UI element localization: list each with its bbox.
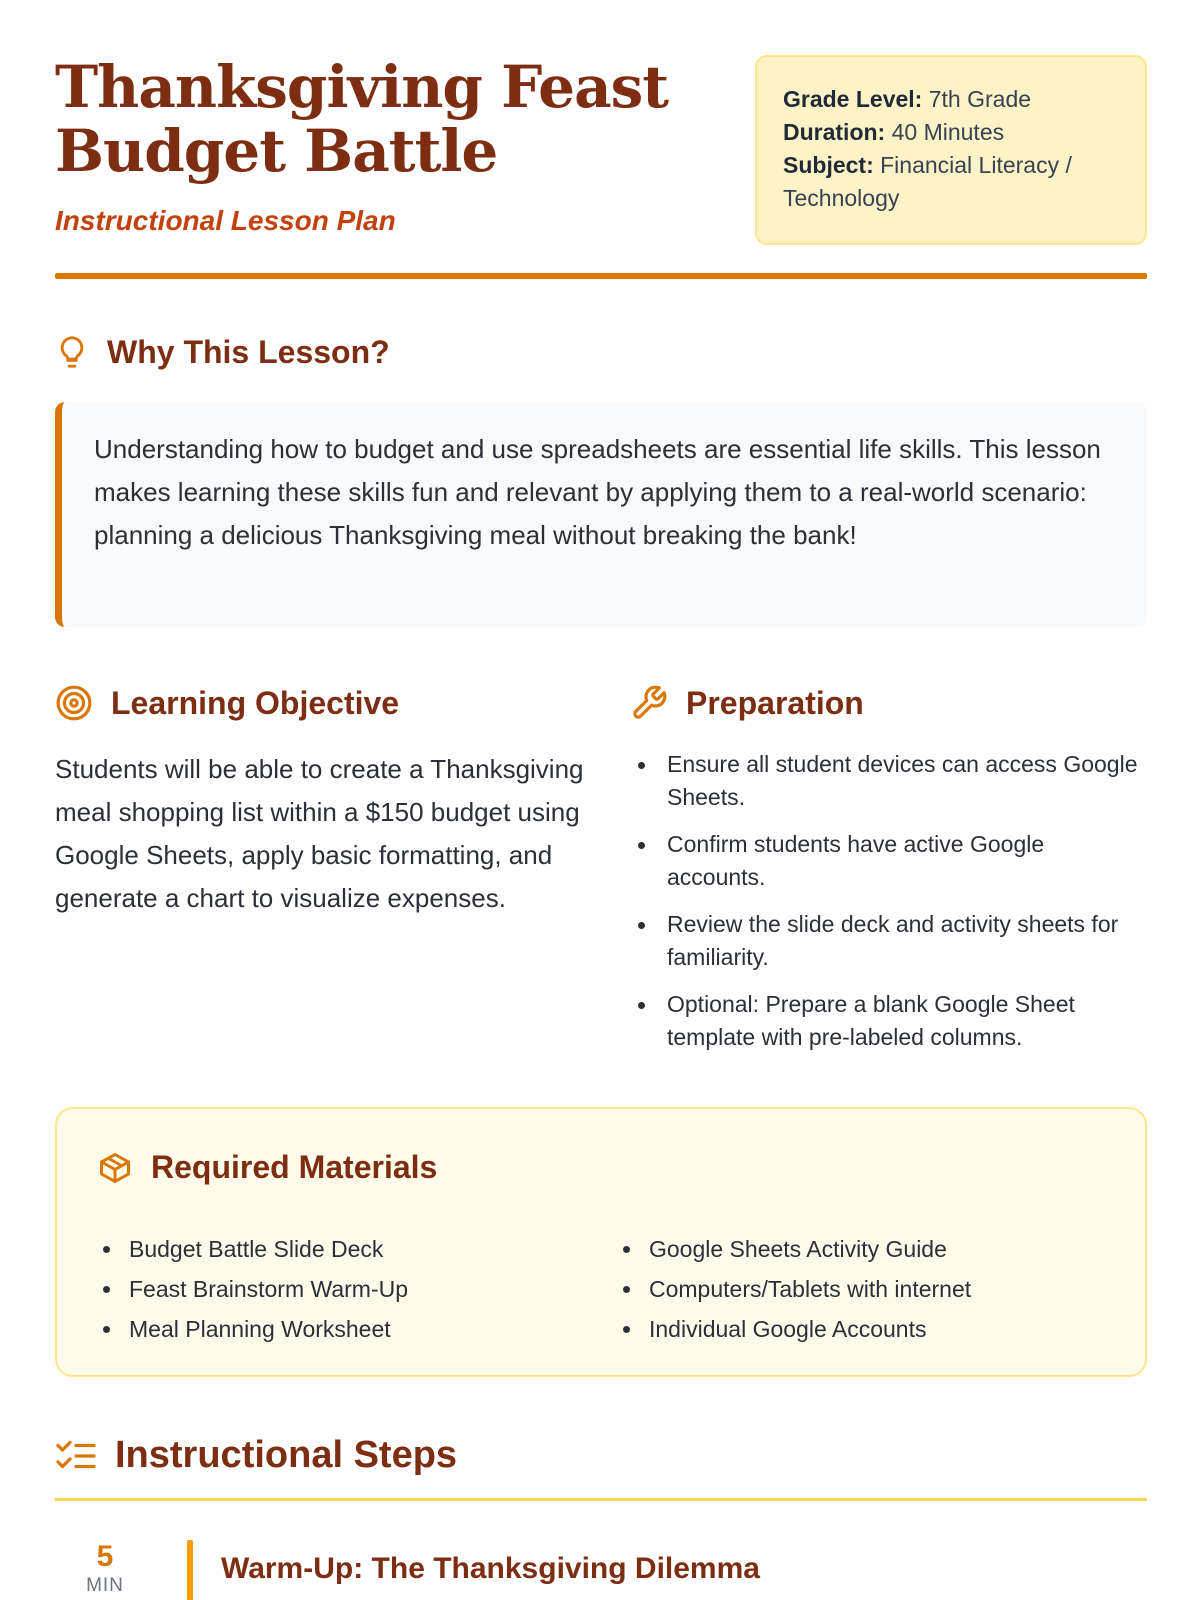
lesson-meta-box bbox=[755, 55, 1147, 245]
subject-value: Financial Literacy / Technology bbox=[783, 152, 1072, 211]
objective-heading bbox=[55, 684, 399, 722]
header bbox=[55, 55, 1147, 280]
list-item: Ensure all student devices can access Google Sheets. bbox=[630, 748, 1147, 814]
list-item: Meal Planning Worksheet bbox=[97, 1309, 408, 1349]
preparation-heading-text: Preparation bbox=[686, 684, 864, 721]
header-divider bbox=[55, 273, 1147, 279]
duration-value: 40 Minutes bbox=[891, 119, 1005, 145]
materials-list-left bbox=[97, 1229, 408, 1349]
step-accent-bar bbox=[187, 1540, 193, 1600]
list-item: Confirm students have active Google accounts. bbox=[630, 828, 1147, 894]
wrench-icon bbox=[630, 684, 668, 722]
list-item: Google Sheets Activity Guide bbox=[617, 1229, 971, 1269]
list-item: Computers/Tablets with internet bbox=[617, 1269, 971, 1309]
list-item: Optional: Prepare a blank Google Sheet template with pre-labeled columns. bbox=[630, 988, 1147, 1054]
steps-heading-text: Instructional Steps bbox=[115, 1434, 458, 1476]
title-line-1: Thanksgiving Feast bbox=[55, 53, 669, 121]
list-item: Feast Brainstorm Warm-Up bbox=[97, 1269, 408, 1309]
target-icon bbox=[55, 684, 93, 722]
materials-heading-text: Required Materials bbox=[151, 1149, 438, 1185]
package-icon bbox=[97, 1150, 133, 1186]
steps-divider bbox=[55, 1498, 1147, 1501]
checklist-icon bbox=[55, 1437, 97, 1475]
materials-box bbox=[55, 1107, 1147, 1377]
why-heading bbox=[55, 333, 390, 371]
step-title: Warm-Up: The Thanksgiving Dilemma bbox=[221, 1552, 760, 1585]
materials-heading bbox=[97, 1149, 437, 1186]
subject-row bbox=[783, 149, 1119, 215]
list-item: Review the slide deck and activity sheets for familiarity. bbox=[630, 908, 1147, 974]
materials-list-right bbox=[617, 1229, 971, 1349]
step-unit: MIN bbox=[86, 1575, 124, 1596]
title-line-2: Budget Battle bbox=[55, 117, 498, 185]
why-text: Understanding how to budget and use spreadsheets are essential life skills. This lesson makes learning these skills fun and relevant by applying them to a real-world scenario: planning a delicious Thanksgiving meal without breaking the bank! bbox=[94, 434, 1101, 550]
steps-heading bbox=[55, 1434, 457, 1477]
why-heading-text: Why This Lesson? bbox=[107, 333, 390, 370]
lightbulb-icon bbox=[55, 333, 89, 371]
grade-level-label: Grade Level: bbox=[783, 86, 923, 112]
objective-heading-text: Learning Objective bbox=[111, 684, 400, 721]
step-item bbox=[55, 1540, 1147, 1600]
list-item: Budget Battle Slide Deck bbox=[97, 1229, 408, 1269]
step-duration bbox=[55, 1540, 155, 1598]
duration-label: Duration: bbox=[783, 119, 886, 145]
page-subtitle: Instructional Lesson Plan bbox=[55, 205, 396, 236]
lesson-plan-page bbox=[55, 0, 1147, 1600]
objective-text: Students will be able to create a Thanksgiving meal shopping list within a $150 budget using Google Sheets, apply basic formatting, and generate a chart to visualize expenses. bbox=[55, 754, 584, 913]
grade-level-row bbox=[783, 83, 1119, 116]
subject-label: Subject: bbox=[783, 152, 874, 178]
preparation-list bbox=[630, 748, 1147, 1068]
step-minutes: 5 bbox=[96, 1540, 114, 1573]
grade-level-value: 7th Grade bbox=[928, 86, 1032, 112]
list-item: Individual Google Accounts bbox=[617, 1309, 971, 1349]
preparation-heading bbox=[630, 684, 864, 722]
page-title bbox=[55, 55, 695, 183]
why-callout bbox=[55, 402, 1147, 627]
duration-row bbox=[783, 116, 1119, 149]
